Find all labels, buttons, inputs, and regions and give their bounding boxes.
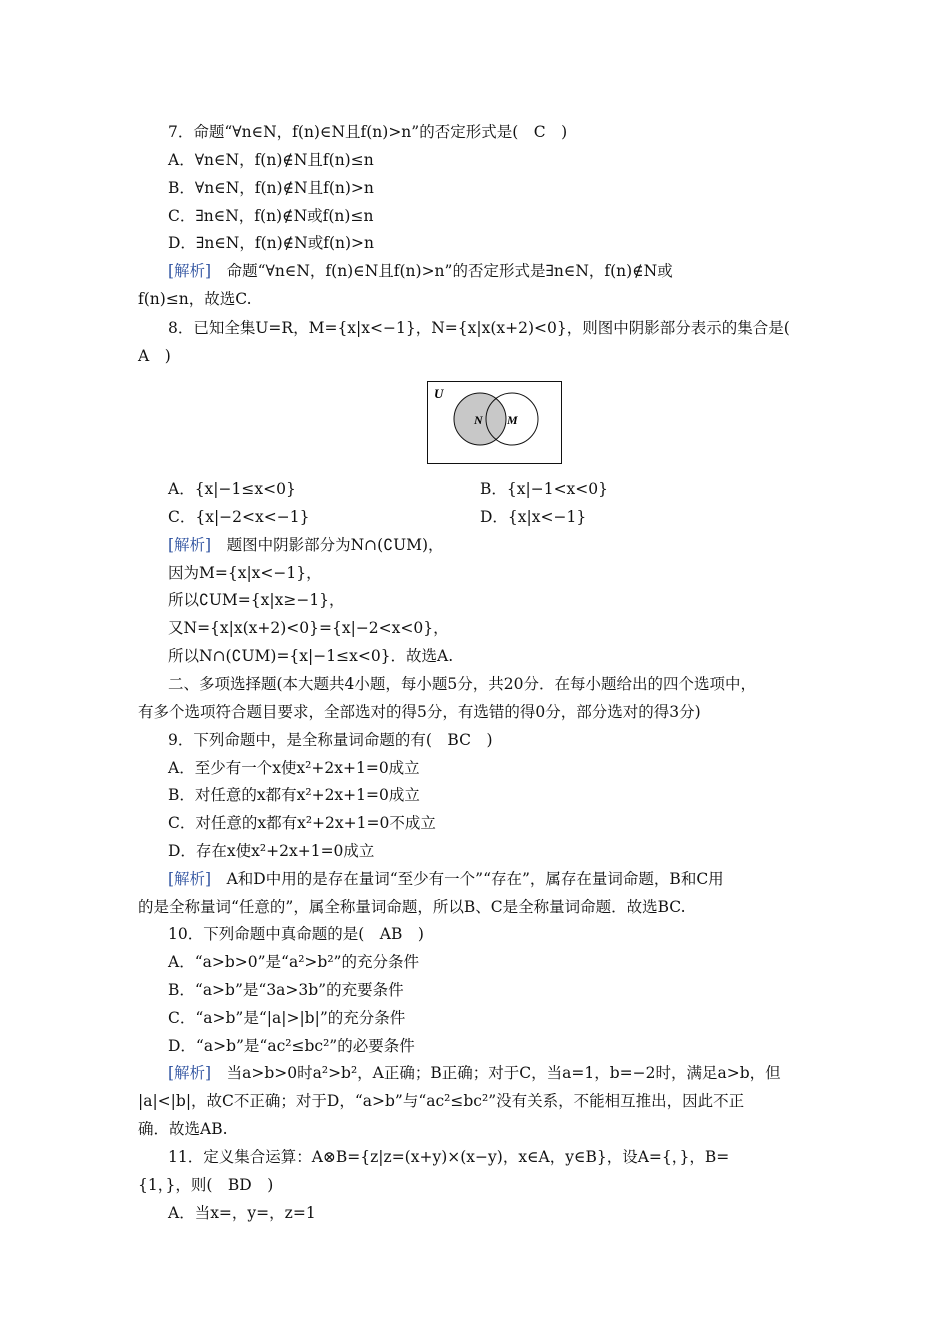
line-text: C．∃n∈N，f(n)∉N或f(n)≤n bbox=[168, 207, 374, 225]
line-text: 题图中阴影部分为N∩(∁UM)， bbox=[211, 536, 444, 554]
line-text: A．∀n∈N，f(n)∉N且f(n)≤n bbox=[168, 151, 374, 169]
line-text: C．对任意的x都有x²+2x+1=0不成立 bbox=[168, 814, 436, 832]
text-line bbox=[138, 346, 171, 366]
text-line bbox=[168, 869, 724, 889]
analysis-tag: [解析] bbox=[168, 1064, 212, 1082]
text-line bbox=[168, 730, 493, 750]
text-line bbox=[138, 1119, 228, 1139]
line-text: B．∀n∈N，f(n)∉N且f(n)>n bbox=[168, 179, 374, 197]
text-line bbox=[168, 674, 756, 694]
line-text: 二、多项选择题(本大题共4小题，每小题5分，共20分．在每小题给出的四个选项中， bbox=[168, 675, 756, 693]
line-text: 命题“∀n∈N，f(n)∈N且f(n)>n”的否定形式是∃n∈N，f(n)∉N或 bbox=[211, 262, 673, 280]
line-text: A和D中用的是存在量词“至少有一个”“存在”，属存在量词命题，B和C用 bbox=[211, 870, 724, 888]
text-line bbox=[168, 813, 436, 833]
line-text: 当a>b>0时a²>b²，A正确；B正确；对于C，当a=1，b=−2时，满足a>b，但 bbox=[211, 1064, 781, 1082]
text-line bbox=[168, 980, 404, 1000]
line-text: B．{x|−1<x<0} bbox=[480, 480, 609, 498]
line-text: A．“a>b>0”是“a²>b²”的充分条件 bbox=[168, 953, 419, 971]
text-line bbox=[168, 590, 345, 610]
analysis-tag: [解析] bbox=[168, 870, 212, 888]
text-line bbox=[168, 318, 790, 338]
text-line bbox=[168, 924, 424, 944]
text-line bbox=[168, 758, 420, 778]
line-text: 有多个选项符合题目要求，全部选对的得5分，有选错的得0分，部分选对的得3分) bbox=[138, 703, 701, 721]
line-text: 10．下列命题中真命题的是( AB ) bbox=[168, 925, 424, 943]
line-text: 所以N∩(∁UM)={x|−1≤x<0}．故选A. bbox=[168, 647, 454, 665]
line-text: f(n)≤n，故选C. bbox=[138, 290, 252, 308]
line-text: 7．命题“∀n∈N，f(n)∈N且f(n)>n”的否定形式是( C ) bbox=[168, 123, 568, 141]
line-text: 所以∁UM={x|x≥−1}， bbox=[168, 591, 345, 609]
line-text: 确．故选AB. bbox=[138, 1120, 228, 1138]
text-line bbox=[168, 507, 309, 527]
set-m-label: M bbox=[507, 413, 518, 427]
venn-diagram bbox=[427, 381, 563, 465]
universe-label: U bbox=[434, 386, 444, 401]
line-text: {1，}，则( BD ) bbox=[138, 1176, 274, 1194]
line-text: 的是全称量词“任意的”，属全称量词命题，所以B、C是全称量词命题．故选BC. bbox=[138, 898, 686, 916]
text-line bbox=[138, 897, 686, 917]
line-text: B．“a>b”是“3a>3b”的充要条件 bbox=[168, 981, 404, 999]
line-text: D．∃n∈N，f(n)∉N或f(n)>n bbox=[168, 234, 374, 252]
line-text: B．对任意的x都有x²+2x+1=0成立 bbox=[168, 786, 420, 804]
text-line bbox=[168, 535, 444, 555]
line-text: C．“a>b”是“|a|>|b|”的充分条件 bbox=[168, 1009, 406, 1027]
text-line bbox=[168, 479, 296, 499]
line-text: A．至少有一个x使x²+2x+1=0成立 bbox=[168, 759, 420, 777]
line-text: 因为M={x|x<−1}， bbox=[168, 564, 322, 582]
text-line bbox=[138, 1175, 273, 1195]
text-line bbox=[168, 122, 567, 142]
line-text: D．{x|x<−1} bbox=[480, 508, 587, 526]
text-line bbox=[168, 206, 373, 226]
text-line bbox=[138, 702, 701, 722]
text-line bbox=[168, 646, 453, 666]
line-text: A．{x|−1≤x<0} bbox=[168, 480, 296, 498]
text-line bbox=[138, 289, 252, 309]
text-line bbox=[168, 261, 673, 281]
text-line bbox=[168, 178, 374, 198]
line-text: A ) bbox=[138, 347, 171, 365]
text-line bbox=[168, 1008, 405, 1028]
text-line bbox=[480, 507, 586, 527]
text-line bbox=[168, 1063, 781, 1083]
text-line bbox=[480, 479, 608, 499]
line-text: |a|<|b|，故C不正确；对于D，“a>b”与“ac²≤bc²”没有关系，不能相互推出，因此不正 bbox=[138, 1092, 745, 1110]
analysis-tag: [解析] bbox=[168, 536, 212, 554]
text-line bbox=[168, 1036, 415, 1056]
line-text: D．存在x使x²+2x+1=0成立 bbox=[168, 842, 375, 860]
text-line bbox=[168, 1147, 729, 1167]
set-n-label: N bbox=[474, 413, 483, 427]
line-text: A．当x=，y=，z=1 bbox=[168, 1204, 316, 1222]
line-text: 11．定义集合运算：A⊗B={z|z=(x+y)×(x−y)，x∈A，y∈B}，设A={，}，B= bbox=[168, 1148, 730, 1166]
line-text: D．“a>b”是“ac²≤bc²”的必要条件 bbox=[168, 1037, 415, 1055]
text-line bbox=[138, 1091, 744, 1111]
text-line bbox=[168, 785, 420, 805]
text-line bbox=[168, 1203, 316, 1223]
line-text: 8．已知全集U=R，M={x|x<−1}，N={x|x(x+2)<0}，则图中阴影部分表示的集合是( bbox=[168, 319, 790, 337]
text-line bbox=[168, 563, 322, 583]
text-line bbox=[168, 150, 374, 170]
text-line bbox=[168, 841, 374, 861]
line-text: 又N={x|x(x+2)<0}={x|−2<x<0}， bbox=[168, 619, 449, 637]
line-text: C．{x|−2<x<−1} bbox=[168, 508, 310, 526]
line-text: 9．下列命题中，是全称量词命题的有( BC ) bbox=[168, 731, 493, 749]
text-line bbox=[168, 233, 374, 253]
analysis-tag: [解析] bbox=[168, 262, 212, 280]
text-line bbox=[168, 618, 449, 638]
text-line bbox=[168, 952, 419, 972]
